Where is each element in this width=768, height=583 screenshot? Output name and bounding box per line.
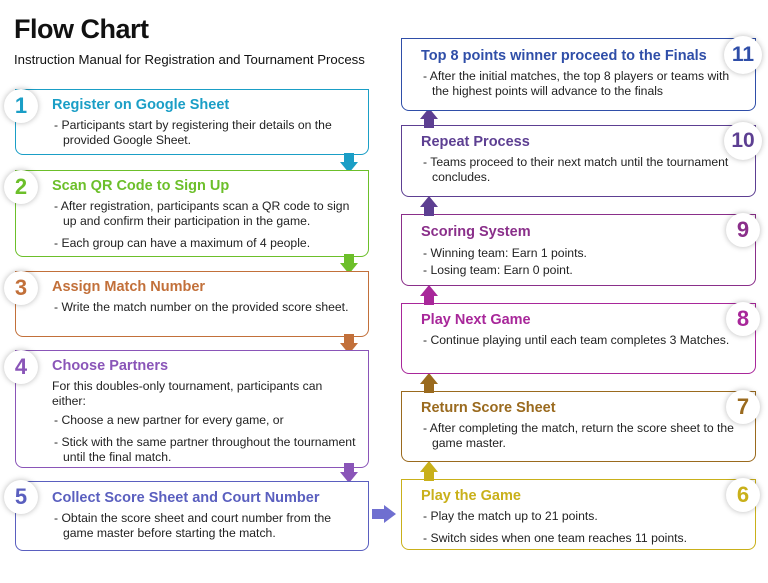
step-11-number-badge: 11 <box>724 36 762 74</box>
step-7-box <box>401 391 756 462</box>
step-6-text <box>423 509 745 553</box>
step-4-text <box>52 379 358 472</box>
step-4-intro: For this doubles-only tournament, participants can either: <box>52 379 323 408</box>
step-6-line-2: - Switch sides when one team reaches 11 points. <box>423 531 687 545</box>
step-3-number-badge: 3 <box>4 271 38 305</box>
step-6-line-1: - Play the match up to 21 points. <box>423 509 598 523</box>
step-9-title: Scoring System <box>421 224 531 240</box>
step-11-line-1: - After the initial matches, the top 8 players or teams with the highest points will advance to the finals <box>423 69 730 98</box>
step-2-box <box>15 170 369 257</box>
page-title: Flow Chart <box>14 14 149 44</box>
step-2-text <box>54 199 358 258</box>
step-7-text <box>423 421 745 458</box>
step-3-text <box>54 300 358 322</box>
arrow-10-to-11-icon <box>420 108 438 128</box>
step-4-line-1: - Choose a new partner for every game, or <box>54 413 284 427</box>
step-2-number-badge: 2 <box>4 170 38 204</box>
step-10-line-1: - Teams proceed to their next match until the tournament concludes. <box>423 155 729 184</box>
step-5-number-badge: 5 <box>4 480 38 514</box>
step-4-box <box>15 350 369 468</box>
step-5-box <box>15 481 369 551</box>
step-8-line-1: - Continue playing until each team completes 3 Matches. <box>423 333 730 347</box>
step-8-text <box>423 333 745 355</box>
step-3-line-1: - Write the match number on the provided score sheet. <box>54 300 349 314</box>
step-9-number-badge: 9 <box>726 213 760 247</box>
step-1-number-badge: 1 <box>4 89 38 123</box>
step-7-title: Return Score Sheet <box>421 400 556 416</box>
arrow-5-to-6-icon <box>372 505 396 523</box>
step-11-box <box>401 38 756 111</box>
step-6-number-badge: 6 <box>726 478 760 512</box>
step-8-title: Play Next Game <box>421 312 531 328</box>
step-7-line-1: - After completing the match, return the score sheet to the game master. <box>423 421 734 450</box>
step-10-text <box>423 155 745 192</box>
step-9-box <box>401 214 756 286</box>
step-9-text <box>423 246 745 285</box>
step-11-text <box>423 69 745 106</box>
step-10-title: Repeat Process <box>421 134 530 150</box>
step-8-box <box>401 303 756 374</box>
step-4-line-2: - Stick with the same partner throughout the tournament until the final match. <box>54 435 356 464</box>
step-7-number-badge: 7 <box>726 390 760 424</box>
step-10-number-badge: 10 <box>724 122 762 160</box>
step-5-line-1: - Obtain the score sheet and court number from the game master before starting the match. <box>54 511 332 540</box>
step-2-line-1: - After registration, participants scan a QR code to sign up and confirm their participation in the game. <box>54 199 350 228</box>
step-1-text <box>54 118 358 155</box>
arrow-4-to-5-icon <box>340 463 358 483</box>
step-10-box <box>401 125 756 197</box>
step-3-box <box>15 271 369 337</box>
step-11-title: Top 8 points winner proceed to the Finals <box>421 48 707 64</box>
step-3-title: Assign Match Number <box>52 279 206 295</box>
step-1-box <box>15 89 369 155</box>
step-2-title: Scan QR Code to Sign Up <box>52 178 230 194</box>
step-9-line-2: - Losing team: Earn 0 point. <box>423 263 573 277</box>
step-4-title: Choose Partners <box>52 358 169 374</box>
arrow-7-to-8-icon <box>420 373 438 393</box>
page-subtitle: Instruction Manual for Registration and Tournament Process <box>14 52 365 67</box>
arrow-6-to-7-icon <box>420 461 438 481</box>
step-5-title: Collect Score Sheet and Court Number <box>52 490 320 506</box>
step-8-number-badge: 8 <box>726 302 760 336</box>
arrow-9-to-10-icon <box>420 196 438 216</box>
step-6-title: Play the Game <box>421 488 521 504</box>
step-6-box <box>401 479 756 550</box>
step-5-text <box>54 511 358 548</box>
step-2-line-2: - Each group can have a maximum of 4 people. <box>54 236 311 250</box>
step-4-number-badge: 4 <box>4 350 38 384</box>
step-1-title: Register on Google Sheet <box>52 97 230 113</box>
step-9-line-1: - Winning team: Earn 1 points. <box>423 246 587 260</box>
step-1-line-1: - Participants start by registering their details on the provided Google Sheet. <box>54 118 332 147</box>
arrow-8-to-9-icon <box>420 285 438 305</box>
